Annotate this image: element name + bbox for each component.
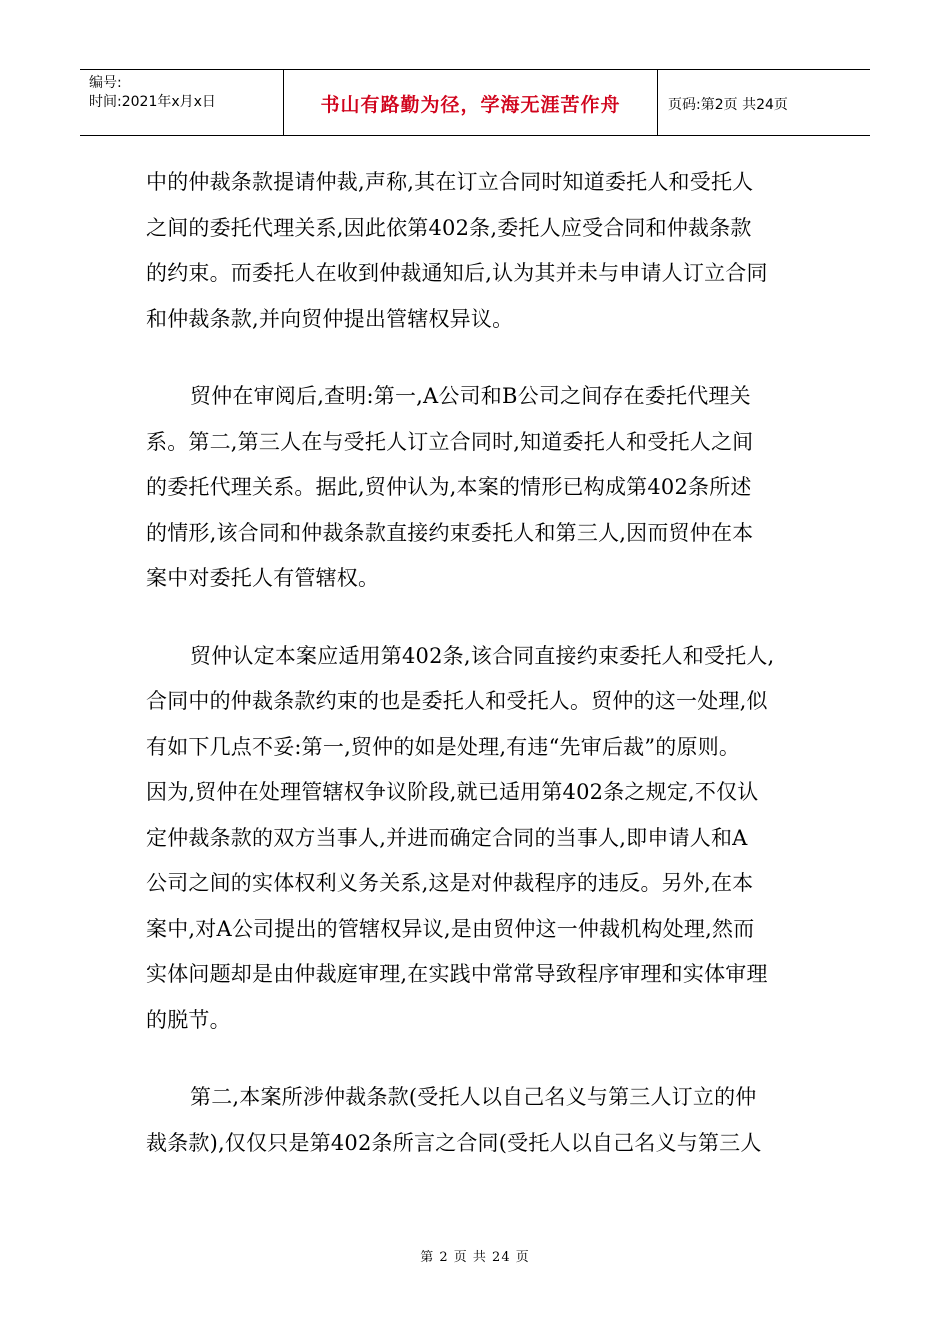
header-motto: 书山有路勤为径，学海无涯苦作舟 xyxy=(284,70,658,135)
document-time-label: 时间:2021年x月x日 xyxy=(89,94,216,110)
text-line: 中的仲裁条款提请仲裁,声称,其在订立合同时知道委托人和受托人 xyxy=(146,170,754,194)
text-line: 贸仲认定本案应适用第402条,该合同直接约束委托人和受托人, xyxy=(190,643,775,668)
text-line: 实体问题却是由仲裁庭审理,在实践中常常导致程序审理和实体审理 xyxy=(146,962,768,986)
text-line: 案中对委托人有管辖权。 xyxy=(146,566,380,590)
paragraph-4 xyxy=(146,1075,806,1166)
text-line: 公司之间的实体权利义务关系,这是对仲裁程序的违反。另外,在本 xyxy=(146,871,754,895)
text-line: 因为,贸仲在处理管辖权争议阶段,就已适用第402条之规定,不仅认 xyxy=(146,780,759,804)
text-line: 定仲裁条款的双方当事人,并进而确定合同的当事人,即申请人和A xyxy=(146,825,748,850)
text-line: 合同中的仲裁条款约束的也是委托人和受托人。贸仲的这一处理,似 xyxy=(146,689,768,713)
text-line: 系。第二,第三人在与受托人订立合同时,知道委托人和受托人之间 xyxy=(146,429,754,454)
text-line: 案中,对A公司提出的管辖权异议,是由贸仲这一仲裁机构处理,然而 xyxy=(146,916,755,941)
paragraph-3 xyxy=(146,634,806,1044)
text-line: 贸仲在审阅后,查明:第一,A公司和B公司之间存在委托代理关 xyxy=(190,384,751,408)
text-line: 的委托代理关系。据此,贸仲认为,本案的情形已构成第402条所述 xyxy=(146,475,752,499)
document-number-label: 编号: xyxy=(89,75,122,91)
paragraph-1 xyxy=(146,160,806,342)
text-line: 的约束。而委托人在收到仲裁通知后,认为其并未与申请人订立合同 xyxy=(146,261,768,285)
text-line: 有如下几点不妥:第一,贸仲的如是处理,有违“先审后裁”的原则。 xyxy=(146,734,741,759)
text-line: 第二,本案所涉仲裁条款(受托人以自己名义与第三人订立的仲 xyxy=(190,1085,757,1109)
page-header xyxy=(80,69,870,136)
paragraph-2 xyxy=(146,374,806,602)
text-line: 之间的委托代理关系,因此依第402条,委托人应受合同和仲裁条款 xyxy=(146,215,752,240)
header-meta xyxy=(80,70,284,135)
text-line: 的情形,该合同和仲裁条款直接约束委托人和第三人,因而贸仲在本 xyxy=(146,520,754,545)
page-footer: 第 2 页 共 24 页 xyxy=(420,1250,530,1265)
text-line: 和仲裁条款,并向贸仲提出管辖权异议。 xyxy=(146,306,514,331)
text-line: 裁条款),仅仅只是第402条所言之合同(受托人以自己名义与第三人 xyxy=(146,1130,762,1155)
document-body xyxy=(146,160,806,1166)
text-line: 的脱节。 xyxy=(146,1007,231,1032)
header-page-info: 页码:第2页 共24页 xyxy=(668,96,788,113)
